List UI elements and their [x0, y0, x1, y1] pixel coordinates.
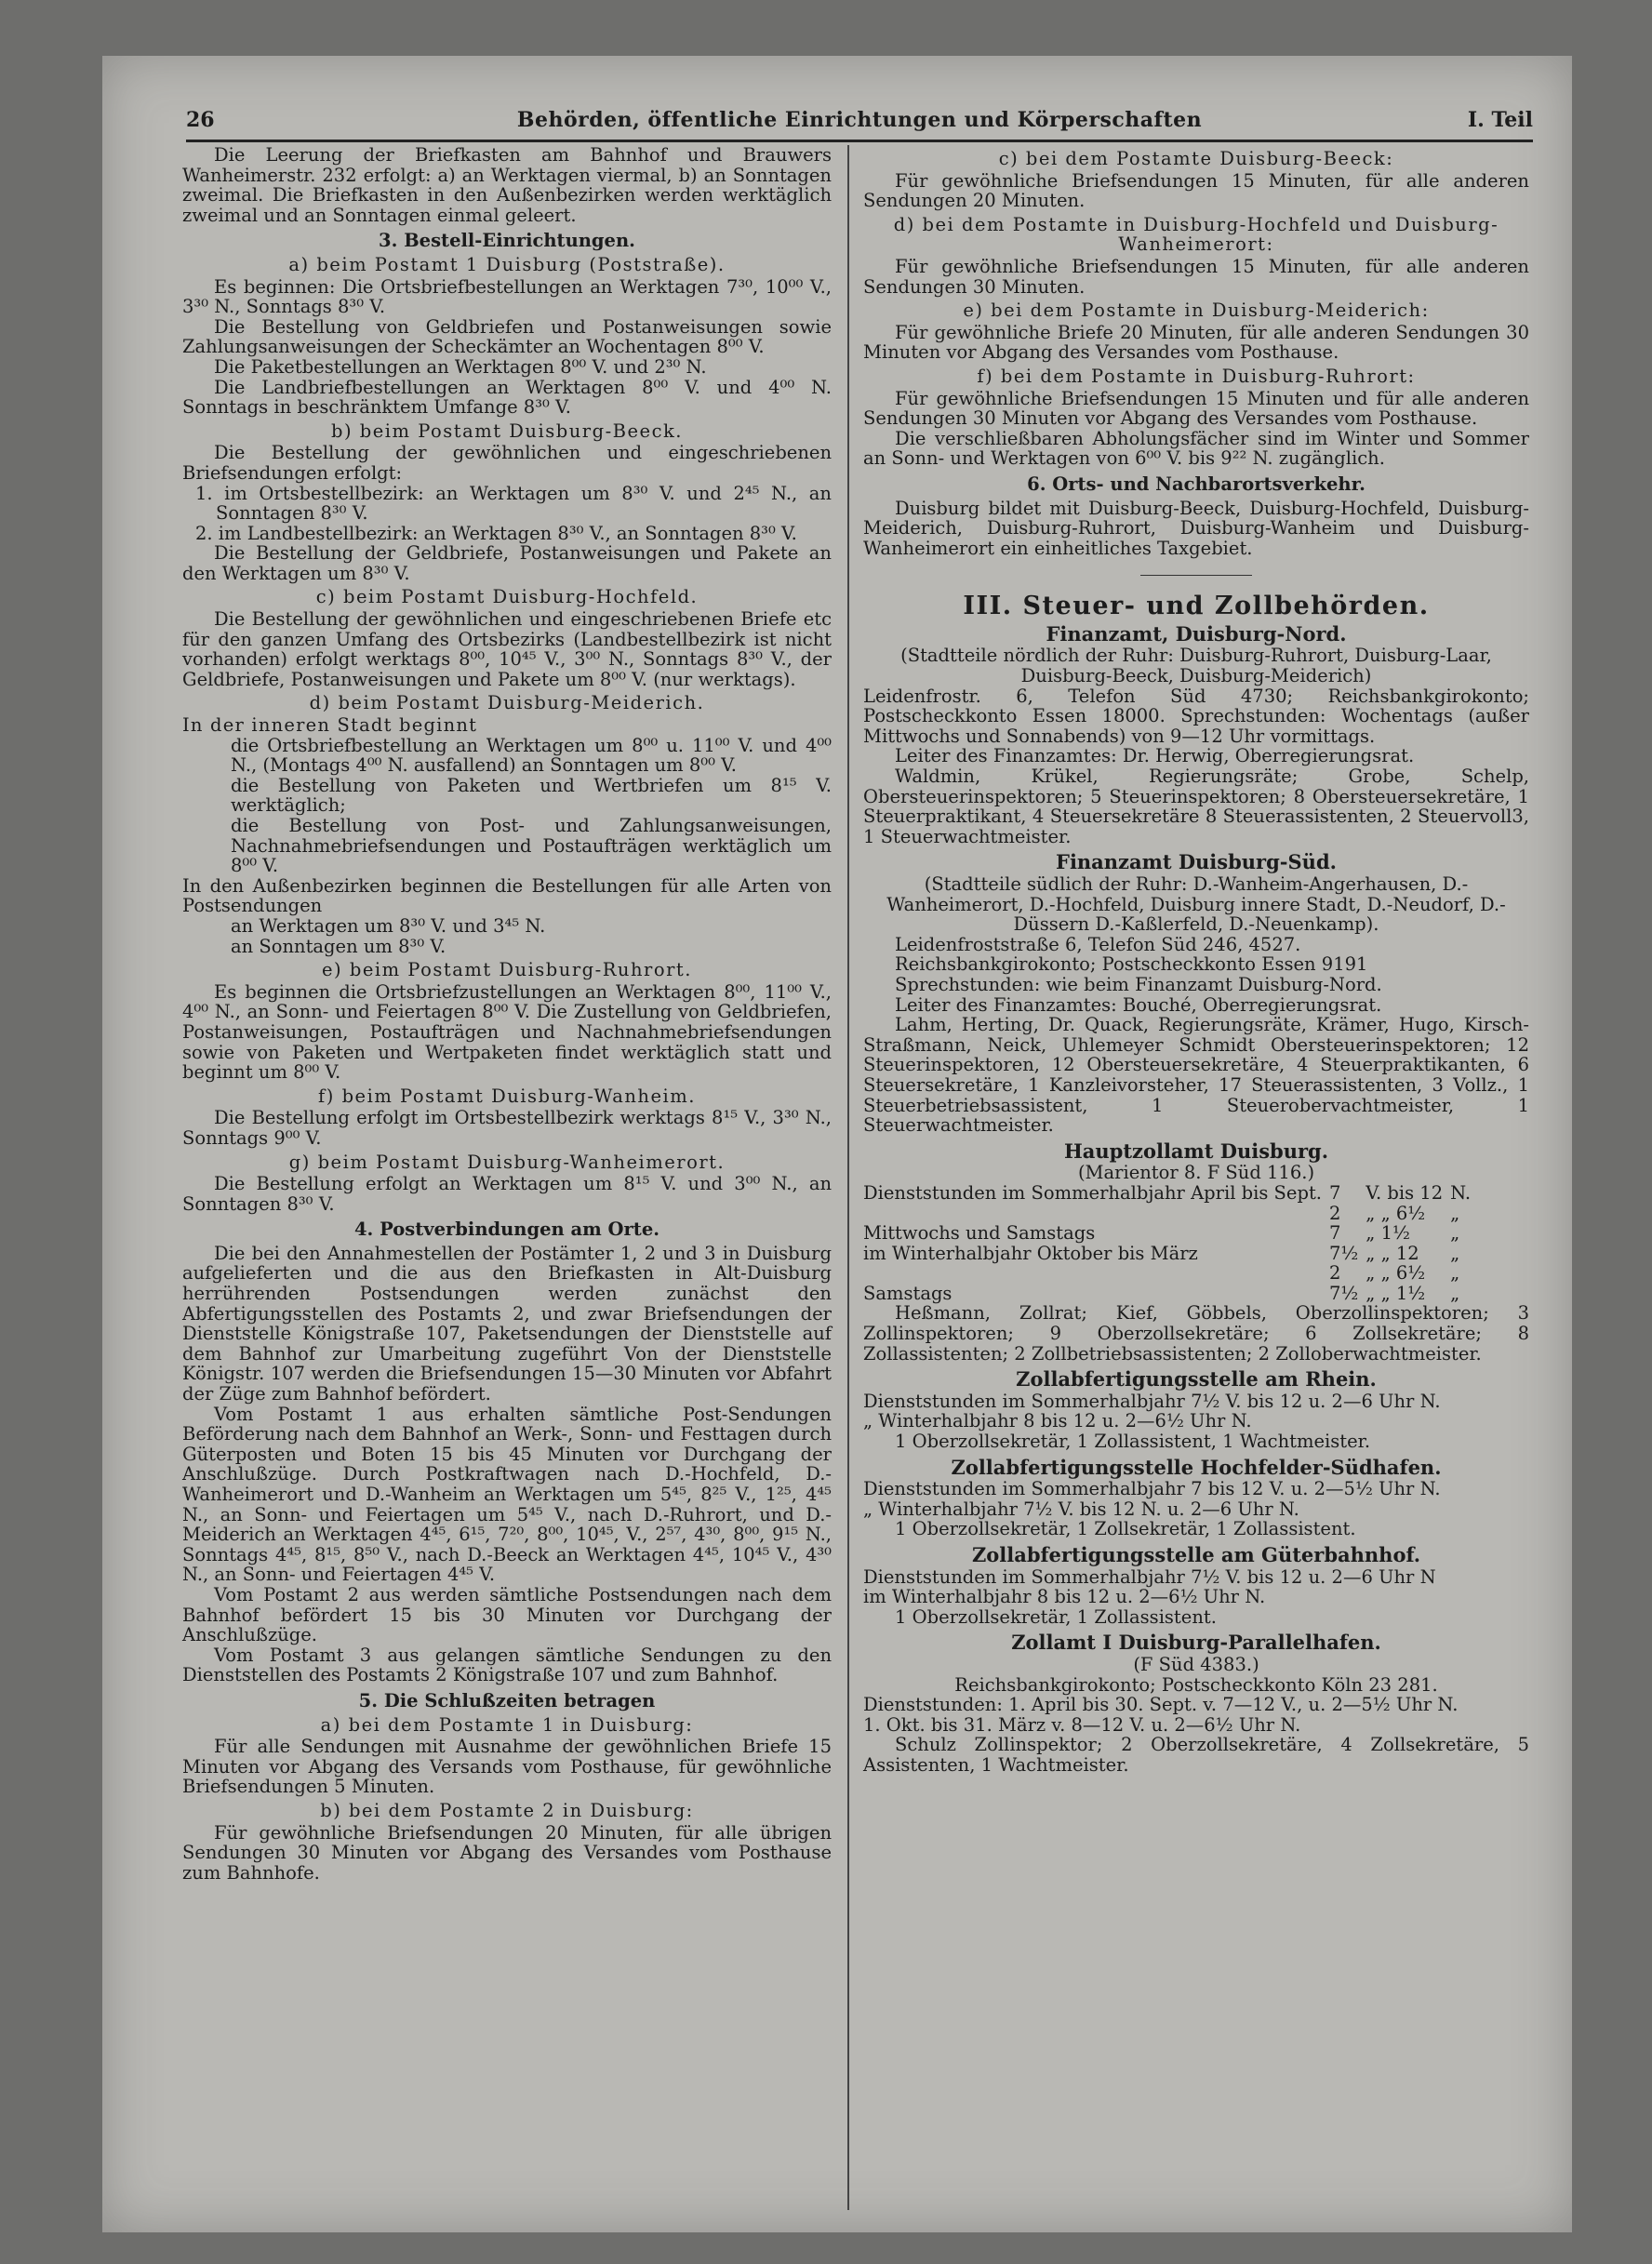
subheading: g) beim Postamt Duisburg-Wanheimerort. [288, 1151, 726, 1173]
section-heading: 3. Bestell-Einrichtungen. [379, 230, 635, 252]
subheading: c) beim Postamt Duisburg-Hochfeld. [315, 586, 699, 608]
paragraph: an Sonntagen um 8³⁰ V. [231, 935, 446, 957]
paragraph: In den Außenbezirken beginnen die Bestellungen für alle Arten von Postsendungen [182, 874, 832, 917]
subheading: a) bei dem Postamte 1 in Duisburg: [320, 1713, 694, 1736]
paragraph: Vom Postamt 2 aus werden sämtliche Postsendungen nach dem Bahnhof befördert 15 bis 30 Minuten vor Durchgang der Anschlußzüge. [182, 1583, 832, 1646]
office-title: Finanzamt Duisburg-Süd. [1056, 850, 1337, 874]
part-label: I. Teil [1467, 108, 1533, 132]
section-heading: 5. Die Schlußzeiten betragen [358, 1689, 656, 1711]
paragraph: Für gewöhnliche Briefsendungen 15 Minuten, für alle anderen Sendungen 20 Minuten. [863, 169, 1529, 212]
hours-line: Dienststunden im Sommerhalbjahr 7½ V. bis 12 u. 2—6 Uhr N. [863, 1390, 1441, 1412]
office-title: Hauptzollamt Duisburg. [1063, 1139, 1329, 1163]
paragraph: Die Landbriefbestellungen an Werktagen 8⁰⁰ V. und 4⁰⁰ N. Sonntags in beschränktem Umfange 8³⁰ V. [182, 376, 832, 419]
paragraph: 1 Oberzollsekretär, 1 Zollassistent. [895, 1605, 1217, 1628]
paragraph: an Werktagen um 8³⁰ V. und 3⁴⁵ N. [231, 914, 546, 937]
subheading: b) bei dem Postamte 2 in Duisburg: [320, 1799, 694, 1821]
paragraph: Für alle Sendungen mit Ausnahme der gewöhnlichen Briefe 15 Minuten vor Abgang des Versands vom Posthause, für gewöhnliche Briefsendungen 5 Minuten. [182, 1736, 832, 1798]
paragraph: Die Bestellung erfolgt an Werktagen um 8¹⁵ V. und 3⁰⁰ N., an Sonntagen 8³⁰ V. [182, 1173, 832, 1215]
hours-cell: „ [1450, 1202, 1460, 1224]
hours-line: Dienststunden im Sommerhalbjahr 7½ V. bis 12 u. 2—6 Uhr N [863, 1565, 1436, 1588]
hours-cell: „ [1450, 1222, 1460, 1245]
paragraph: Für gewöhnliche Briefsendungen 15 Minuten, für alle anderen Sendungen 30 Minuten. [863, 255, 1529, 298]
paragraph: Es beginnen die Ortsbriefzustellungen an Werktagen 8⁰⁰, 11⁰⁰ V., 4⁰⁰ N., an Sonn- und Feiertagen 8⁰⁰ V. Die Zustellung von Geldbriefen, Postanweisungen, Postaufträgen und Nachnahmebriefsendungen sowie von Paketen und Wertpaketen findet werktäglich statt und beginnt um 8⁰⁰ V. [182, 980, 832, 1084]
hours-cell: 2 [1328, 1202, 1341, 1224]
page-header [186, 104, 1533, 142]
hours-cell [863, 1263, 1329, 1284]
hours-line: „ Winterhalbjahr 8 bis 12 u. 2—6½ Uhr N. [863, 1410, 1252, 1432]
hours-cell: N. [1450, 1181, 1472, 1204]
paragraph: Die Bestellung der gewöhnlichen und eingeschriebenen Briefe etc für den ganzen Umfang des Ortsbezirks (Landbestellbezirk ist nicht vorhanden) erfolgt werktags 8⁰⁰, 10⁴⁵ V., 3⁰⁰ N., Sonntags 8³⁰ V., der Geldbriefe, Postanweisungen und Pakete um 8⁰⁰ V. (nur werktags). [182, 608, 832, 690]
subheading: d) bei dem Postamte in Duisburg-Hochfeld und Duisburg-Wanheimerort: [893, 213, 1499, 256]
paragraph: (Stadtteile nördlich der Ruhr: Duisburg-Ruhrort, Duisburg-Laar, Duisburg-Beeck, Duisburg-Meiderich) [900, 645, 1492, 687]
hours-cell: „ 1½ [1366, 1222, 1410, 1245]
office-title: Zollabfertigungsstelle am Rhein. [1016, 1367, 1377, 1392]
section-heading: 4. Postverbindungen am Orte. [353, 1219, 660, 1241]
hours-line: Dienststunden: 1. April bis 30. Sept. v. 7—12 V., u. 2—5½ Uhr N. [863, 1694, 1459, 1716]
paragraph: Für gewöhnliche Briefe 20 Minuten, für alle anderen Sendungen 30 Minuten vor Abgang des Versandes vom Posthause. [863, 321, 1529, 364]
paragraph: die Bestellung von Paketen und Wertbriefen um 8¹⁵ V. werktäglich; [231, 774, 832, 817]
paragraph: Leiter des Finanzamtes: Dr. Herwig, Oberregierungsrat. [895, 745, 1415, 767]
paragraph: Vom Postamt 3 aus gelangen sämtliche Sendungen zu den Dienststellen des Postamts 2 Königstraße 107 und zum Bahnhof. [182, 1644, 832, 1686]
hours-cell: V. bis 12 [1366, 1181, 1444, 1204]
hours-cell: 7 [1328, 1222, 1341, 1245]
paragraph: Reichsbankgirokonto; Postscheckkonto Köln 23 281. [954, 1673, 1438, 1696]
section-heading: 6. Orts- und Nachbarortsverkehr. [1027, 473, 1366, 495]
office-title: Zollabfertigungsstelle am Güterbahnhof. [971, 1543, 1421, 1566]
subheading: d) beim Postamt Duisburg-Meiderich. [309, 692, 705, 714]
page-number: 26 [186, 108, 215, 132]
hours-cell [863, 1204, 1329, 1224]
main-section-title: III. Steuer- und Zollbehörden. [963, 592, 1430, 621]
paragraph: Es beginnen: Die Ortsbriefbestellungen an Werktagen 7³⁰, 10⁰⁰ V., 3³⁰ N., Sonntags 8³⁰ V. [182, 275, 832, 318]
paragraph: Die Bestellung erfolgt im Ortsbestellbezirk werktags 8¹⁵ V., 3³⁰ N., Sonntags 9⁰⁰ V. [182, 1107, 832, 1149]
paragraph: die Ortsbriefbestellung an Werktagen um 8⁰⁰ u. 11⁰⁰ V. und 4⁰⁰ N., (Montags 4⁰⁰ N. ausfallend) an Sonntagen um 8⁰⁰ V. [231, 734, 832, 777]
paragraph: Leidenfroststraße 6, Telefon Süd 246, 4527. [895, 933, 1301, 955]
right-column [863, 145, 1529, 1776]
paragraph: die Bestellung von Post- und Zahlungsanweisungen, Nachnahmebriefsendungen und Postaufträgen werktäglich um 8⁰⁰ V. [231, 815, 832, 877]
subheading: b) beim Postamt Duisburg-Beeck. [330, 420, 684, 442]
paragraph: Für gewöhnliche Briefsendungen 15 Minuten und für alle anderen Sendungen 30 Minuten vor Abgang des Versandes vom Posthause. [863, 387, 1529, 430]
paragraph: Leidenfrostr. 6, Telefon Süd 4730; Reichsbankgirokonto; Postscheckkonto Essen 18000. Sprechstunden: Wochentags (außer Mittwochs und Sonnabends) von 9—12 Uhr vormittags. [863, 685, 1529, 747]
subheading: c) bei dem Postamte Duisburg-Beeck: [998, 148, 1394, 169]
paragraph: 1 Oberzollsekretär, 1 Zollsekretär, 1 Zollassistent. [895, 1518, 1356, 1540]
page-title: Behörden, öffentliche Einrichtungen und Körperschaften [516, 108, 1203, 132]
subheading: e) beim Postamt Duisburg-Ruhrort. [322, 959, 692, 981]
paragraph: (Stadtteile südlich der Ruhr: D.-Wanheim-Angerhausen, D.-Wanheimerort, D.-Hochfeld, Duisburg innere Stadt, D.-Neudorf, D.-Düssern D.-Kaßlerfeld, D.-Neuenkamp). [886, 873, 1506, 936]
hours-row [863, 1204, 1478, 1224]
paragraph: Lahm, Herting, Dr. Quack, Regierungsräte, Krämer, Hugo, Kirsch-Straßmann, Neick, Uhlemeyer Schmidt Obersteuerinspektoren; 12 Steuerinspektoren, 12 Obersteuersekretäre, 4 Steuerpraktikanten, 6 Steuersekretäre, 1 Kanzleivorsteher, 17 Steuerassistenten, 3 Vollz., 1 Steuerbetriebsassistent, 1 Steuerobervachtmeister, 1 Steuerwachtmeister. [863, 1014, 1529, 1137]
hours-cell: „ [1450, 1282, 1460, 1304]
hours-cell: „ „ 12 [1366, 1242, 1419, 1264]
paragraph: Die Paketbestellungen an Werktagen 8⁰⁰ V. und 2³⁰ N. [214, 355, 707, 378]
paragraph: Duisburg bildet mit Duisburg-Beeck, Duisburg-Hochfeld, Duisburg-Meiderich, Duisburg-Ruhrort, Duisburg-Wanheim und Duisburg-Wanheimerort ein einheitliches Taxgebiet. [863, 497, 1529, 559]
hours-table [863, 1183, 1478, 1304]
hours-line: „ Winterhalbjahr 7½ V. bis 12 N. u. 2—6 Uhr N. [863, 1498, 1299, 1520]
hours-cell: „ [1450, 1242, 1460, 1264]
hours-cell: 7 [1328, 1181, 1341, 1204]
office-address: (Marientor 8. F Süd 116.) [1077, 1162, 1315, 1184]
hours-cell: 2 [1328, 1262, 1341, 1285]
office-phone: (F Süd 4383.) [1133, 1653, 1259, 1675]
list-item: 1. im Ortsbestellbezirk: an Werktagen um 8³⁰ V. und 2⁴⁵ N., an Sonntagen 8³⁰ V. [195, 482, 832, 525]
paragraph: Waldmin, Krükel, Regierungsräte; Grobe, Schelp, Obersteuerinspektoren; 5 Steuerinspektoren; 8 Obersteuersekretäre, 1 Steuerpraktikant, 4 Steuersekretäre 8 Steuerassistenten, 2 Steuervoll3, 1 Steuerwachtmeister. [863, 766, 1529, 847]
paragraph: Die Leerung der Briefkasten am Bahnhof und Brauwers Wanheimerstr. 232 erfolgt: a) an Werktagen viermal, b) an Sonntagen zweimal. Die Briefkasten in den Außenbezirken werden werktäglich zweimal und an Sonntagen einmal geleert. [182, 144, 832, 226]
subheading: f) beim Postamt Duisburg-Wanheim. [318, 1085, 696, 1107]
hours-cell: 7½ [1328, 1282, 1359, 1304]
subheading: a) beim Postamt 1 Duisburg (Poststraße). [288, 253, 726, 275]
paragraph: Die Bestellung von Geldbriefen und Postanweisungen sowie Zahlungsanweisungen der Scheckämter an Wochentagen 8⁰⁰ V. [182, 315, 832, 358]
paragraph: Sprechstunden: wie beim Finanzamt Duisburg-Nord. [895, 973, 1382, 995]
paragraph: Die verschließbaren Abholungsfächer sind im Winter und Sommer an Sonn- und Werktagen von 6⁰⁰ V. bis 9²² N. zugänglich. [863, 427, 1529, 470]
office-title: Zollamt I Duisburg-Parallelhafen. [1011, 1631, 1381, 1655]
paragraph: Leiter des Finanzamtes: Bouché, Oberregierungsrat. [895, 993, 1382, 1016]
hours-row [863, 1284, 1478, 1304]
hours-cell: Samstags [863, 1282, 953, 1304]
paragraph: Für gewöhnliche Briefsendungen 20 Minuten, für alle übrigen Sendungen 30 Minuten vor Abgang des Versandes vom Posthause zum Bahnhofe. [182, 1821, 832, 1884]
hours-row [863, 1263, 1478, 1284]
list-item: 2. im Landbestellbezirk: an Werktagen 8³⁰ V., an Sonntagen 8³⁰ V. [195, 522, 797, 544]
paragraph: Die bei den Annahmestellen der Postämter 1, 2 und 3 in Duisburg aufgelieferten und die aus den Briefkasten in Alt-Duisburg herrührenden Postsendungen werden zunächst den Abfertigungsstellen des Postamts 2, und zwar Briefsendungen der Dienststelle Königstraße 107, Paketsendungen der Dienststelle auf dem Bahnhof zur Umarbeitung zugeführt Von der Dienststelle Königstr. 107 werden die Briefsendungen 15—30 Minuten vor Abfahrt der Züge zum Bahnhof befördert. [182, 1242, 832, 1405]
hours-line: im Winterhalbjahr 8 bis 12 u. 2—6½ Uhr N. [863, 1586, 1266, 1608]
hours-row [863, 1244, 1478, 1264]
office-title: Zollabfertigungsstelle Hochfelder-Südhafen. [951, 1455, 1442, 1479]
hours-row [863, 1183, 1478, 1204]
paragraph: Die Bestellung der gewöhnlichen und eingeschriebenen Briefsendungen erfolgt: [182, 442, 832, 484]
paragraph: Schulz Zollinspektor; 2 Oberzollsekretäre, 4 Zollsekretäre, 5 Assistenten, 1 Wachtmeister. [863, 1734, 1529, 1776]
hours-cell: „ „ 1½ [1366, 1282, 1426, 1304]
hours-cell: 7½ [1328, 1242, 1359, 1264]
column-divider [847, 145, 849, 2210]
paragraph: In der inneren Stadt beginnt [182, 714, 478, 737]
hours-cell: im Winterhalbjahr Oktober bis März [863, 1242, 1198, 1264]
paragraph: Reichsbankgirokonto; Postscheckkonto Essen 9191 [895, 953, 1368, 976]
paragraph: Die Bestellung der Geldbriefe, Postanweisungen und Pakete an den Werktagen um 8³⁰ V. [182, 542, 832, 584]
separator-line [1140, 575, 1252, 576]
hours-row [863, 1223, 1478, 1244]
hours-cell: „ „ 6½ [1366, 1202, 1426, 1224]
subheading: e) bei dem Postamte in Duisburg-Meiderich: [963, 300, 1430, 322]
left-column [182, 145, 832, 1883]
paragraph: Vom Postamt 1 aus erhalten sämtliche Post-Sendungen Beförderung nach dem Bahnhof an Werk-, Sonn- und Festtagen durch Güterposten und Boten 15 bis 45 Minuten vor Durchgang der Anschlußzüge. Durch Postkraftwagen nach D.-Hochfeld, D.-Wanheimerort und D.-Wanheim an Werktagen um 5⁴⁵, 8²⁵ V., 1²⁵, 4⁴⁵ N., an Sonn- und Feiertagen um 5⁴⁵ V., nach D.-Ruhrort, und D.-Meiderich an Werktagen 4⁴⁵, 6¹⁵, 7²⁰, 8⁰⁰, 10⁴⁵, V., 2⁵⁷, 4³⁰, 8⁰⁰, 9¹⁵ N., Sonntags 4⁴⁵, 8¹⁵, 8⁵⁰ V., nach D.-Beeck an Werktagen 4⁴⁵, 10⁴⁵ V., 4³⁰ N., an Sonn- und Feiertagen 4⁴⁵ V. [182, 1403, 832, 1586]
hours-cell: „ [1450, 1262, 1460, 1285]
hours-line: 1. Okt. bis 31. März v. 8—12 V. u. 2—6½ Uhr N. [863, 1713, 1301, 1736]
hours-cell: Dienststunden im Sommerhalbjahr April bis Sept. [863, 1181, 1322, 1204]
hours-cell: „ „ 6½ [1366, 1262, 1426, 1285]
subheading: f) bei dem Postamte in Duisburg-Ruhrort: [977, 365, 1416, 387]
paragraph: 1 Oberzollsekretär, 1 Zollassistent, 1 Wachtmeister. [895, 1431, 1371, 1453]
office-title: Finanzamt, Duisburg-Nord. [1046, 621, 1347, 646]
hours-line: Dienststunden im Sommerhalbjahr 7 bis 12 V. u. 2—5½ Uhr N. [863, 1478, 1441, 1500]
paragraph: Heßmann, Zollrat; Kief, Göbbels, Oberzollinspektoren; 3 Zollinspektoren; 9 Oberzollsekretäre; 6 Zollsekretäre; 8 Zollassistenten; 2 Zollbetriebsassistenten; 2 Zolloberwachtmeister. [863, 1302, 1529, 1365]
hours-cell: Mittwochs und Samstags [863, 1222, 1096, 1245]
